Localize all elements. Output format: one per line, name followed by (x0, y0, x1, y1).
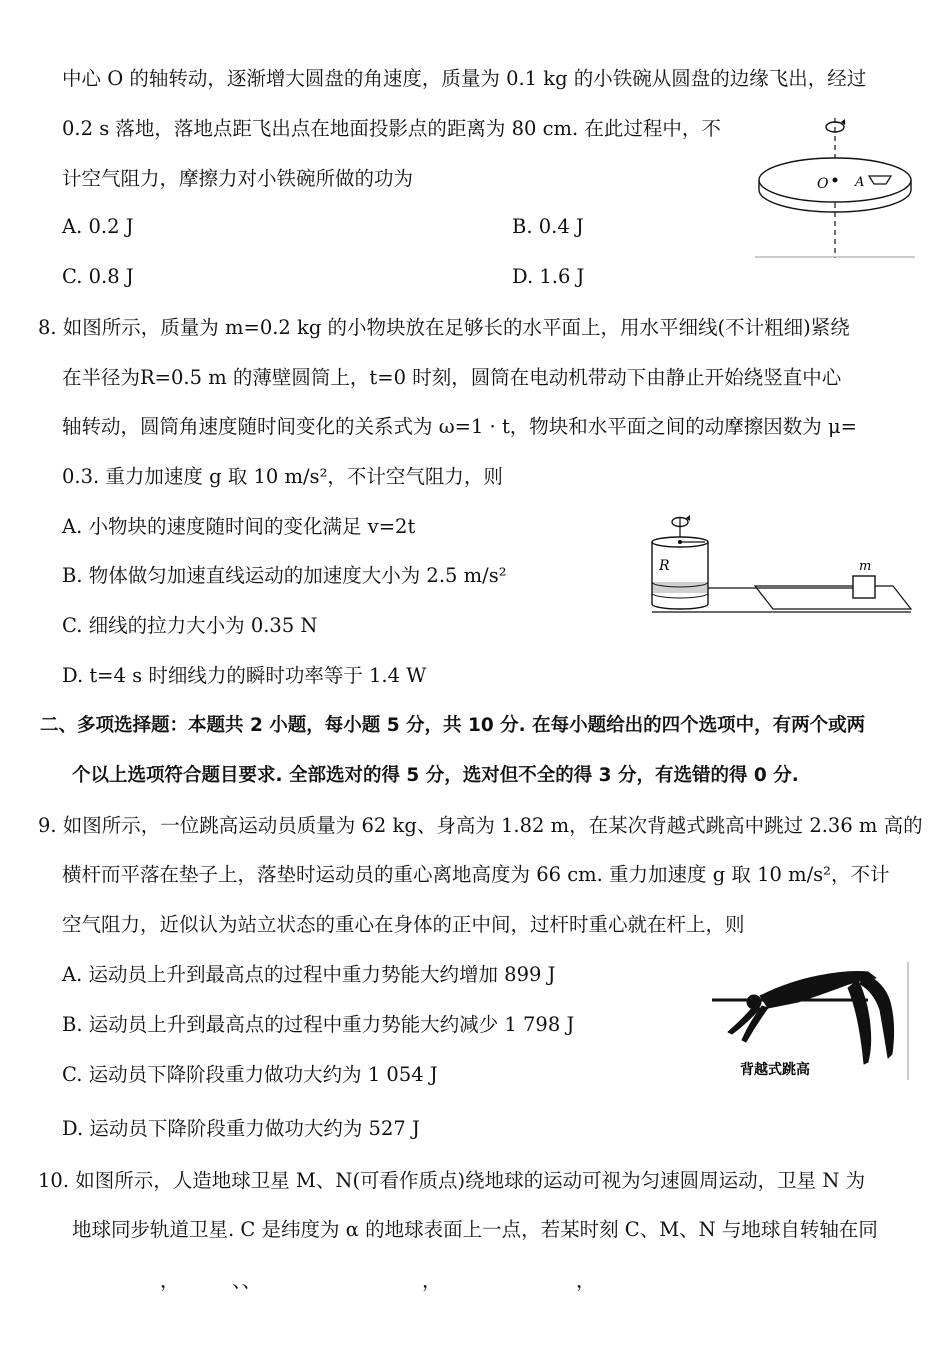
q8-option-a: A. 小物块的速度随时间的变化满足 v=2t (62, 515, 416, 538)
q7-option-b: B. 0.4 J (512, 215, 584, 238)
q8-line-1: 8. 如图所示，质量为 m=0.2 kg 的小物块放在足够长的水平面上，用水平细线(不计粗细)紧绕 (38, 316, 850, 339)
section2-heading-line-2: 个以上选项符合题目要求. 全部选对的得 5 分，选对但不全的得 3 分，有选错的得 0 分. (72, 765, 799, 786)
q9-line-1: 9. 如图所示，一位跳高运动员质量为 62 kg、身高为 1.82 m，在某次背越式跳高中跳过 2.36 m 高的 (38, 814, 923, 837)
block-icon (853, 576, 875, 598)
q10-fragment-4: ， (576, 1269, 596, 1292)
q10-fragment-1: ， (160, 1269, 180, 1292)
q10-line-2: 地球同步轨道卫星. C 是纬度为 α 的地球表面上一点，若某时刻 C、M、N 与地球自转轴在同 (72, 1218, 878, 1241)
q10-fragment-2: 、、 (232, 1269, 262, 1292)
q8-option-b: B. 物体做匀加速直线运动的加速度大小为 2.5 m/s² (62, 564, 507, 587)
q9-option-a: A. 运动员上升到最高点的过程中重力势能大约增加 899 J (62, 963, 556, 986)
q9-option-b: B. 运动员上升到最高点的过程中重力势能大约减少 1 798 J (62, 1013, 575, 1036)
disk-center-label: O (817, 176, 829, 192)
q8-line-2: 在半径为R=0.5 m 的薄壁圆筒上，t=0 时刻，圆筒在电动机带动下由静止开始绕竖直中心 (62, 366, 842, 389)
q7-line-3: 计空气阻力，摩擦力对小铁碗所做的功为 (62, 167, 414, 190)
q9-line-2: 横杆而平落在垫子上，落垫时运动员的重心离地高度为 66 cm. 重力加速度 g 取 10 m/s²，不计 (62, 863, 890, 886)
bowl-label: A (855, 175, 865, 190)
q7-option-d: D. 1.6 J (512, 265, 585, 288)
high-jumper-icon (728, 972, 894, 1065)
section2-heading-line-1: 二、多项选择题：本题共 2 小题，每小题 5 分，共 10 分. 在每小题给出的四个选项中，有两个或两 (40, 715, 866, 736)
q10-line-1: 10. 如图所示，人造地球卫星 M、N(可看作质点)绕地球的运动可视为匀速圆周运动，卫星 N 为 (38, 1169, 866, 1192)
radius-label: R (659, 558, 670, 574)
q8-option-c: C. 细线的拉力大小为 0.35 N (62, 614, 318, 637)
mass-label: m (859, 559, 872, 574)
q7-option-c: C. 0.8 J (62, 265, 134, 288)
q7-line-2: 0.2 s 落地，落地点距飞出点在地面投影点的距离为 80 cm. 在此过程中，不 (62, 117, 721, 140)
q10-fragment-3: ， (422, 1269, 442, 1292)
q7-option-a: A. 0.2 J (62, 215, 134, 238)
q9-option-c: C. 运动员下降阶段重力做功大约为 1 054 J (62, 1063, 438, 1086)
q9-high-jump-figure (708, 962, 912, 1084)
q8-line-3: 轴转动，圆筒角速度随时间变化的关系式为 ω=1 · t，物块和水平面之间的动摩擦因数为 μ= (62, 415, 857, 438)
q9-line-3: 空气阻力，近似认为站立状态的重心在身体的正中间，过杆时重心就在杆上，则 (62, 913, 745, 936)
q7-line-1: 中心 O 的轴转动，逐渐增大圆盘的角速度，质量为 0.1 kg 的小铁碗从圆盘的边缘飞出，经过 (62, 67, 867, 90)
q7-disk-figure (755, 110, 915, 260)
q8-option-d: D. t=4 s 时细线力的瞬时功率等于 1.4 W (62, 664, 427, 687)
q9-option-d: D. 运动员下降阶段重力做功大约为 527 J (62, 1117, 420, 1140)
figure-caption: 背越式跳高 (740, 1062, 810, 1078)
q8-cylinder-figure (645, 512, 915, 620)
q8-line-4: 0.3. 重力加速度 g 取 10 m/s²，不计空气阻力，则 (62, 465, 503, 488)
